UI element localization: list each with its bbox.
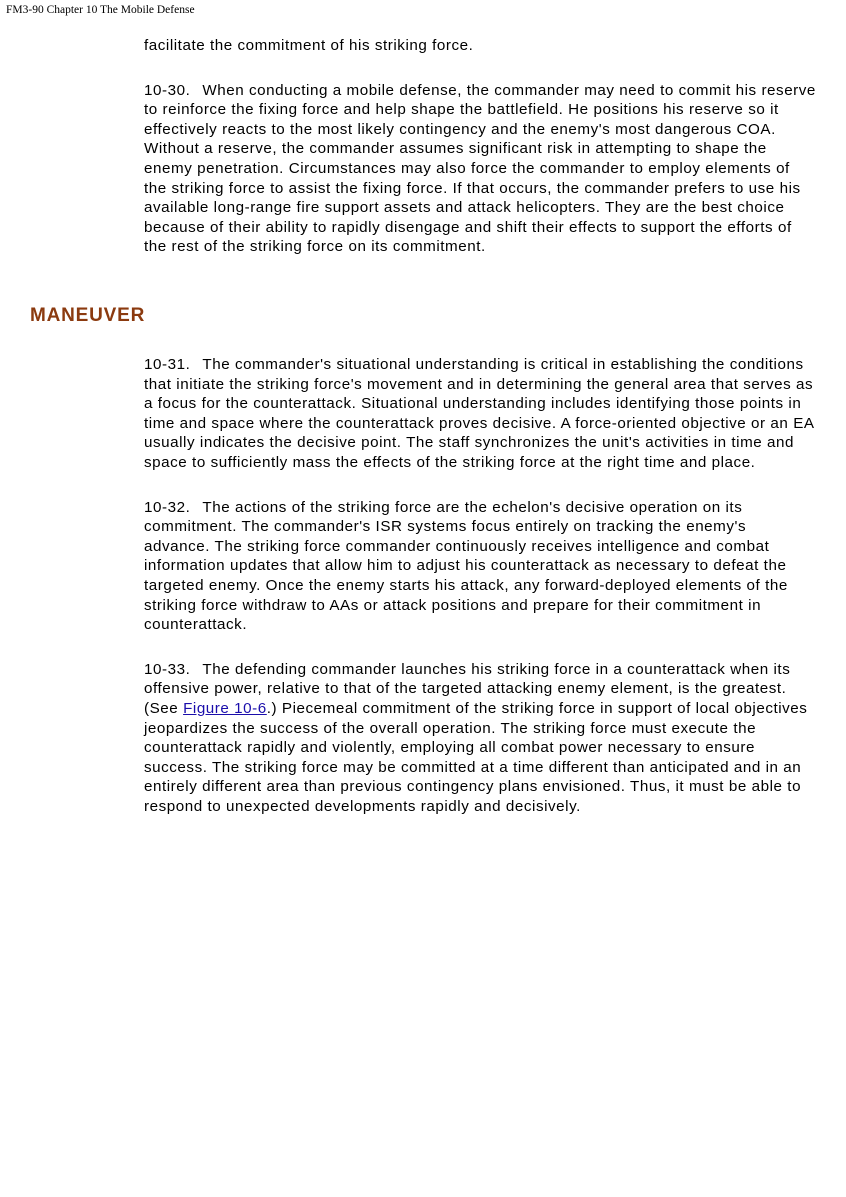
maneuver-content xyxy=(144,355,816,841)
paragraph-number: 10-30. xyxy=(144,81,191,99)
page-header-title: FM3-90 Chapter 10 The Mobile Defense xyxy=(6,4,195,16)
section-heading-maneuver: MANEUVER xyxy=(30,305,146,326)
intro-paragraph xyxy=(144,36,816,56)
paragraph-text-before-link: The defending commander launches his striking force in a counterattack when its offensive power, relative to that of the targeted attacking enemy element, is the greatest. (See xyxy=(144,660,791,717)
paragraph-number: 10-33. xyxy=(144,660,191,678)
paragraph-text: The commander's situational understanding is critical in establishing the conditions that initiate the striking force's movement and in determining the general area that serves as a focus for the counterattack. Situational understanding includes identifying those points in time and space where the counterattack proves decisive. A force-oriented objective or an EA usually indicates the decisive point. The staff synchronizes the unit's activities in time and space to sufficiently mass the effects of the striking force at the right time and place. xyxy=(144,356,814,471)
paragraph-text: The actions of the striking force are the echelon's decisive operation on its commitment. The commander's ISR systems focus entirely on tracking the enemy's advance. The striking force commander continuously receives intelligence and combat information updates that allow him to adjust his counterattack as necessary to defeat the targeted enemy. Once the enemy starts his attack, any forward-deployed elements of the striking force withdraw to AAs or attack positions and prepare for their commitment in counterattack. xyxy=(144,498,788,634)
paragraph-10-32 xyxy=(144,498,816,635)
paragraph-text-after-link: .) Piecemeal commitment of the striking force in support of local objectives jeopardizes the success of the overall operation. The striking force must execute the counterattack rapidly and violently, employing all combat power necessary to ensure success. The striking force may be committed at a time different than anticipated and in an entirely different area than previous contingency plans envisioned. Thus, it must be able to respond to unexpected developments rapidly and decisively. xyxy=(144,699,808,815)
paragraph-number: 10-32. xyxy=(144,498,191,516)
paragraph-number: 10-31. xyxy=(144,356,191,373)
paragraph-text: When conducting a mobile defense, the commander may need to commit his reserve to reinforce the fixing force and help shape the battlefield. He positions his reserve so it effectively reacts to the most likely contingency and the enemy's most dangerous COA. Without a reserve, the commander assumes significant risk in attempting to shape the enemy penetration. Circumstances may also force the commander to employ elements of the striking force to assist the fixing force. If that occurs, the commander prefers to use his available long-range fire support assets and attack helicopters. They are the best choice because of their ability to rapidly disengage and shift their effects to support the efforts of the rest of the striking force on its commitment. xyxy=(144,81,816,256)
paragraph-10-31 xyxy=(144,355,816,473)
paragraph-10-33 xyxy=(144,660,816,817)
figure-10-6-link[interactable]: Figure 10-6 xyxy=(183,699,267,717)
intro-text: facilitate the commitment of his striking force. xyxy=(144,37,474,54)
paragraph-10-30 xyxy=(144,81,816,257)
intro-content xyxy=(144,36,816,282)
